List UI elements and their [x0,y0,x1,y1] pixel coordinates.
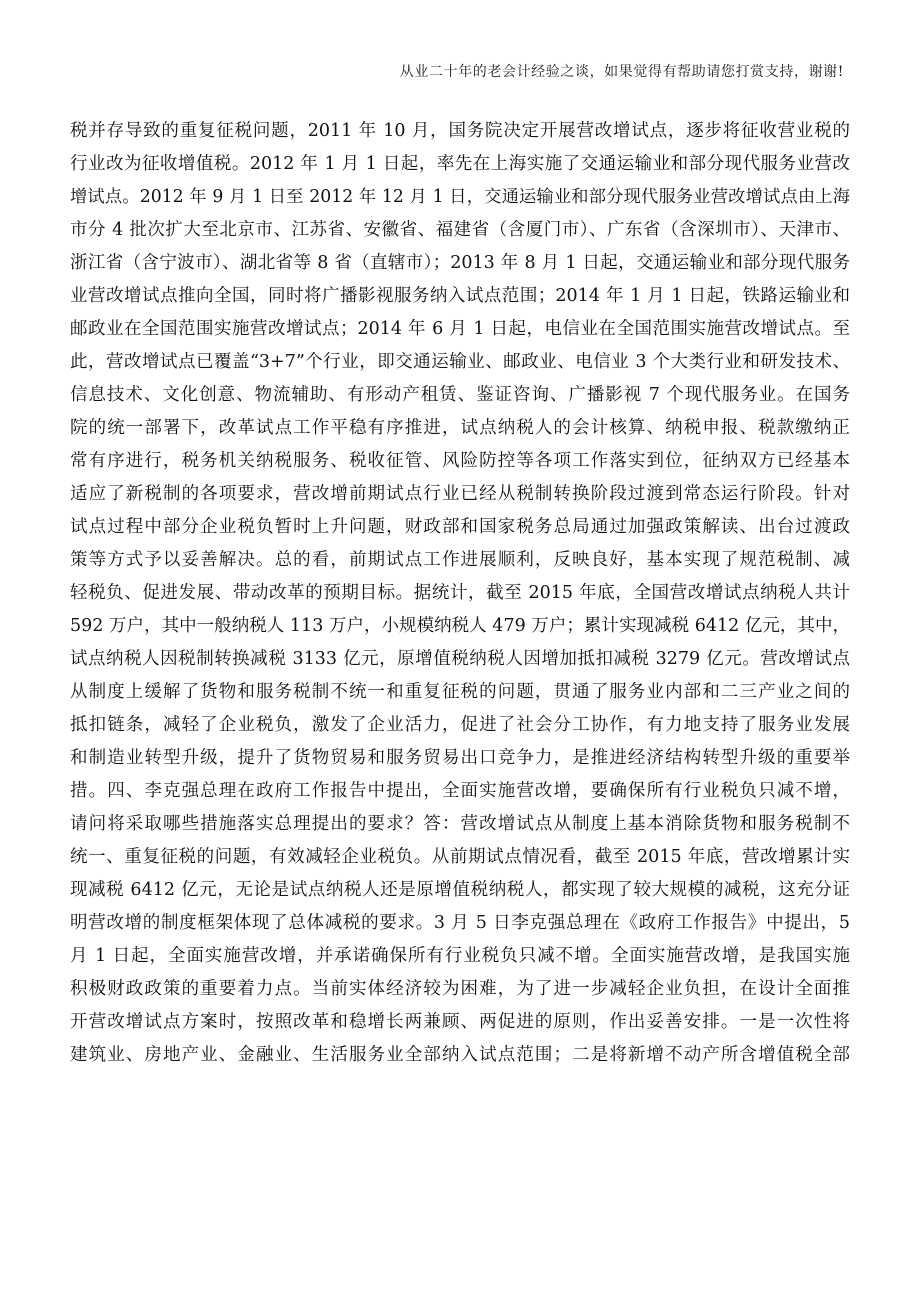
text-line: 税并存导致的重复征税问题，2011 年 10 月，国务院决定开展营改增试点，逐步将征收营业税的 [70,121,850,141]
text-line: 请问将采取哪些措施落实总理提出的要求？答：营改增试点从制度上基本消除货物和服务税制不 [70,814,850,834]
text-line: 业营改增试点推向全国，同时将广播影视服务纳入试点范围；2014 年 1 月 1 日起，铁路运输业和 [70,286,850,306]
text-line: 增试点。2012 年 9 月 1 日至 2012 年 12 月 1 日，交通运输业和部分现代服务业营改增试点由上海 [70,187,850,207]
text-line: 行业改为征收增值税。2012 年 1 月 1 日起，率先在上海实施了交通运输业和部分现代服务业营改 [70,154,850,174]
text-line: 积极财政政策的重要着力点。当前实体经济较为困难，为了进一步减轻企业负担，在设计全面推 [70,979,850,999]
text-line: 信息技术、文化创意、物流辅助、有形动产租赁、鉴证咨询、广播影视 7 个现代服务业。在国务 [70,385,850,405]
text-line: 常有序进行，税务机关纳税服务、税收征管、风险防控等各项工作落实到位，征纳双方已经基本 [70,451,850,471]
text-line: 邮政业在全国范围实施营改增试点；2014 年 6 月 1 日起，电信业在全国范围实施营改增试点。至 [70,319,850,339]
text-line: 开营改增试点方案时，按照改革和稳增长两兼顾、两促进的原则，作出妥善安排。一是一次性将 [70,1012,850,1032]
text-line: 措。四、李克强总理在政府工作报告中提出，全面实施营改增，要确保所有行业税负只减不增， [70,781,850,801]
text-line: 月 1 日起，全面实施营改增，并承诺确保所有行业税负只减不增。全面实施营改增，是我国实施 [70,946,850,966]
text-line: 浙江省（含宁波市）、湖北省等 8 省（直辖市）；2013 年 8 月 1 日起，交通运输业和部分现代服务 [70,253,850,273]
header-note: 从业二十年的老会计经验之谈，如果觉得有帮助请您打赏支持，谢谢! [399,64,844,80]
text-line: 此，营改增试点已覆盖“3+7”个行业，即交通运输业、邮政业、电信业 3 个大类行业和研发技术、 [70,352,850,372]
document-body [70,115,850,1072]
text-line: 建筑业、房地产业、金融业、生活服务业全部纳入试点范围；二是将新增不动产所含增值税全部 [70,1045,850,1065]
text-line: 市分 4 批次扩大至北京市、江苏省、安徽省、福建省（含厦门市）、广东省（含深圳市）、天津市、 [70,220,850,240]
text-line: 抵扣链条，减轻了企业税负，激发了企业活力，促进了社会分工协作，有力地支持了服务业发展 [70,715,850,735]
text-line: 从制度上缓解了货物和服务税制不统一和重复征税的问题，贯通了服务业内部和二三产业之间的 [70,682,850,702]
text-line: 策等方式予以妥善解决。总的看，前期试点工作进展顺利，反映良好，基本实现了规范税制、减 [70,550,850,570]
text-line: 院的统一部署下，改革试点工作平稳有序推进，试点纳税人的会计核算、纳税申报、税款缴纳正 [70,418,850,438]
text-line: 轻税负、促进发展、带动改革的预期目标。据统计，截至 2015 年底，全国营改增试点纳税人共计 [70,583,850,603]
text-line: 592 万户，其中一般纳税人 113 万户，小规模纳税人 479 万户；累计实现减税 6412 亿元，其中， [70,616,850,636]
text-line: 试点过程中部分企业税负暂时上升问题，财政部和国家税务总局通过加强政策解读、出台过渡政 [70,517,850,537]
text-line: 适应了新税制的各项要求，营改增前期试点行业已经从税制转换阶段过渡到常态运行阶段。针对 [70,484,850,504]
text-line: 明营改增的制度框架体现了总体减税的要求。3 月 5 日李克强总理在《政府工作报告》中提出，5 [70,913,850,933]
text-line: 和制造业转型升级，提升了货物贸易和服务贸易出口竞争力，是推进经济结构转型升级的重要举 [70,748,850,768]
text-line: 试点纳税人因税制转换减税 3133 亿元，原增值税纳税人因增加抵扣减税 3279 亿元。营改增试点 [70,649,850,669]
text-line: 现减税 6412 亿元，无论是试点纳税人还是原增值税纳税人，都实现了较大规模的减税，这充分证 [70,880,850,900]
text-line: 统一、重复征税的问题，有效减轻企业税负。从前期试点情况看，截至 2015 年底，营改增累计实 [70,847,850,867]
